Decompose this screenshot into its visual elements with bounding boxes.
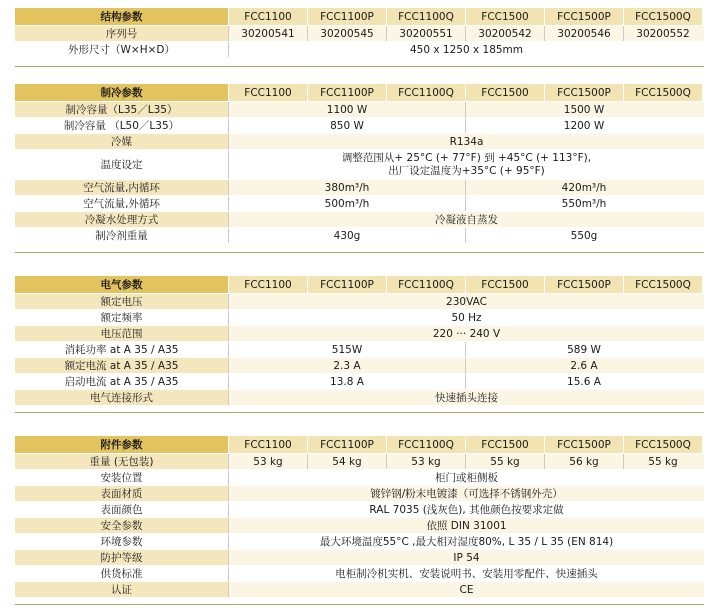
value-all: 220 ··· 240 V (228, 326, 704, 341)
value-left: 500m³/h (228, 196, 465, 211)
cooling-row (15, 118, 704, 134)
weight-cell: 55 kg (465, 454, 544, 469)
value-all: 柜门或柜侧板 (228, 470, 704, 485)
row-label: 表面颜色 (15, 502, 228, 517)
row-label: 温度设定 (15, 150, 228, 179)
value-left: 430g (228, 228, 465, 243)
value-right: 15.6 A (465, 374, 702, 389)
value-right: 1200 W (465, 118, 702, 133)
serial-cell: 30200552 (623, 26, 702, 41)
value-right: 2.6 A (465, 358, 702, 373)
dims-value: 450 x 1250 x 185mm (228, 42, 704, 57)
cooling-row (15, 150, 704, 180)
structure-table (15, 8, 704, 58)
temp-line-2: 出厂设定温度为+35°C (+ 95°F) (388, 164, 545, 177)
value-all: 电柜制冷机实机、安装说明书、安装用零配件、快速插头 (228, 566, 704, 581)
row-label: 制冷剂重量 (15, 228, 228, 243)
cooling-row (15, 102, 704, 118)
electrical-header-row (15, 276, 704, 294)
cooling-row (15, 196, 704, 212)
serial-cell: 30200551 (386, 26, 465, 41)
serial-cell: 30200546 (544, 26, 623, 41)
electrical-table (15, 276, 704, 406)
model-header: FCC1100P (307, 84, 386, 101)
model-header: FCC1500Q (623, 436, 702, 453)
row-label: 电气连接形式 (15, 390, 228, 405)
cooling-table (15, 84, 704, 244)
model-header: FCC1500 (465, 276, 544, 293)
row-label: 冷媒 (15, 134, 228, 149)
weight-label: 重量 (无包装) (15, 454, 228, 469)
value-right: 550g (465, 228, 702, 243)
accessory-row (15, 518, 704, 534)
model-header: FCC1500Q (623, 84, 702, 101)
row-label: 安装位置 (15, 470, 228, 485)
cooling-header-row (15, 84, 704, 102)
model-header: FCC1100Q (386, 8, 465, 25)
weight-cell: 53 kg (228, 454, 307, 469)
row-label: 认证 (15, 582, 228, 597)
accessory-table (15, 436, 704, 598)
value-all: 依照 DIN 31001 (228, 518, 704, 533)
temp-line-1: 调整范围从+ 25°C (+ 77°F) 到 +45°C (+ 113°F), (341, 151, 592, 164)
dims-row (15, 42, 704, 58)
weight-cell: 54 kg (307, 454, 386, 469)
model-header: FCC1500 (465, 436, 544, 453)
model-header: FCC1100P (307, 8, 386, 25)
model-header: FCC1100 (228, 8, 307, 25)
accessory-row (15, 582, 704, 598)
value-all: R134a (228, 134, 704, 149)
serial-row (15, 26, 704, 42)
value-left: 380m³/h (228, 180, 465, 195)
section-divider (15, 604, 704, 605)
structure-header-row (15, 8, 704, 26)
serial-label: 序列号 (15, 26, 228, 41)
row-label: 供货标准 (15, 566, 228, 581)
row-label: 启动电流 at A 35 / A35 (15, 374, 228, 389)
value-left: 2.3 A (228, 358, 465, 373)
row-label: 安全参数 (15, 518, 228, 533)
cooling-row (15, 180, 704, 196)
model-header: FCC1500Q (623, 276, 702, 293)
section-divider (15, 252, 704, 253)
row-label: 额定电压 (15, 294, 228, 309)
model-header: FCC1100P (307, 436, 386, 453)
model-header: FCC1500 (465, 84, 544, 101)
value-all: 50 Hz (228, 310, 704, 325)
electrical-row (15, 390, 704, 406)
electrical-row (15, 326, 704, 342)
row-label: 空气流量,外循环 (15, 196, 228, 211)
row-label: 表面材质 (15, 486, 228, 501)
model-header: FCC1500P (544, 8, 623, 25)
accessory-row (15, 470, 704, 486)
model-header: FCC1500Q (623, 8, 702, 25)
row-label: 电压范围 (15, 326, 228, 341)
weight-cell: 56 kg (544, 454, 623, 469)
section-divider (15, 66, 704, 67)
row-label: 冷凝水处理方式 (15, 212, 228, 227)
serial-cell: 30200545 (307, 26, 386, 41)
serial-cell: 30200542 (465, 26, 544, 41)
model-header: FCC1100Q (386, 436, 465, 453)
weight-cell: 55 kg (623, 454, 702, 469)
model-header: FCC1500P (544, 436, 623, 453)
accessory-row (15, 550, 704, 566)
model-header: FCC1100Q (386, 84, 465, 101)
model-header: FCC1100 (228, 84, 307, 101)
value-all: CE (228, 582, 704, 597)
electrical-title: 电气参数 (15, 276, 228, 293)
row-label: 制冷容量（L35／L35） (15, 102, 228, 117)
model-header: FCC1500 (465, 8, 544, 25)
value-all: 镀锌钢/粉末电镀漆（可选择不锈钢外壳） (228, 486, 704, 501)
value-right: 589 W (465, 342, 702, 357)
model-header: FCC1100 (228, 276, 307, 293)
electrical-row (15, 374, 704, 390)
value-all: 最大环境温度55°C ,最大相对湿度80%, L 35 / L 35 (EN 814) (228, 534, 704, 549)
row-label: 防护等级 (15, 550, 228, 565)
value-right: 550m³/h (465, 196, 702, 211)
weight-row (15, 454, 704, 470)
row-label: 环境参数 (15, 534, 228, 549)
weight-cell: 53 kg (386, 454, 465, 469)
row-label: 消耗功率 at A 35 / A35 (15, 342, 228, 357)
accessory-row (15, 486, 704, 502)
section-divider (15, 412, 704, 413)
row-label: 额定电流 at A 35 / A35 (15, 358, 228, 373)
value-all: 230VAC (228, 294, 704, 309)
value-all: IP 54 (228, 550, 704, 565)
row-label: 制冷容量 （L50／L35） (15, 118, 228, 133)
accessory-header-row (15, 436, 704, 454)
dims-label: 外形尺寸（W×H×D） (15, 42, 228, 57)
electrical-row (15, 294, 704, 310)
row-label: 空气流量,内循环 (15, 180, 228, 195)
model-header: FCC1100P (307, 276, 386, 293)
serial-cell: 30200541 (228, 26, 307, 41)
value-all (228, 150, 704, 179)
value-right: 1500 W (465, 102, 702, 117)
accessory-row (15, 534, 704, 550)
value-right: 420m³/h (465, 180, 702, 195)
value-left: 850 W (228, 118, 465, 133)
electrical-row (15, 342, 704, 358)
accessory-row (15, 566, 704, 582)
cooling-row (15, 228, 704, 244)
cooling-row (15, 212, 704, 228)
accessory-row (15, 502, 704, 518)
model-header: FCC1100 (228, 436, 307, 453)
cooling-row (15, 134, 704, 150)
row-label: 额定频率 (15, 310, 228, 325)
model-header: FCC1500P (544, 84, 623, 101)
model-header: FCC1100Q (386, 276, 465, 293)
value-all: 冷凝液自蒸发 (228, 212, 704, 227)
structure-title: 结构参数 (15, 8, 228, 25)
value-left: 1100 W (228, 102, 465, 117)
value-all: RAL 7035 (浅灰色), 其他颜色按要求定做 (228, 502, 704, 517)
electrical-row (15, 310, 704, 326)
electrical-row (15, 358, 704, 374)
value-left: 13.8 A (228, 374, 465, 389)
value-all: 快速插头连接 (228, 390, 704, 405)
model-header: FCC1500P (544, 276, 623, 293)
cooling-title: 制冷参数 (15, 84, 228, 101)
value-left: 515W (228, 342, 465, 357)
accessory-title: 附件参数 (15, 436, 228, 453)
